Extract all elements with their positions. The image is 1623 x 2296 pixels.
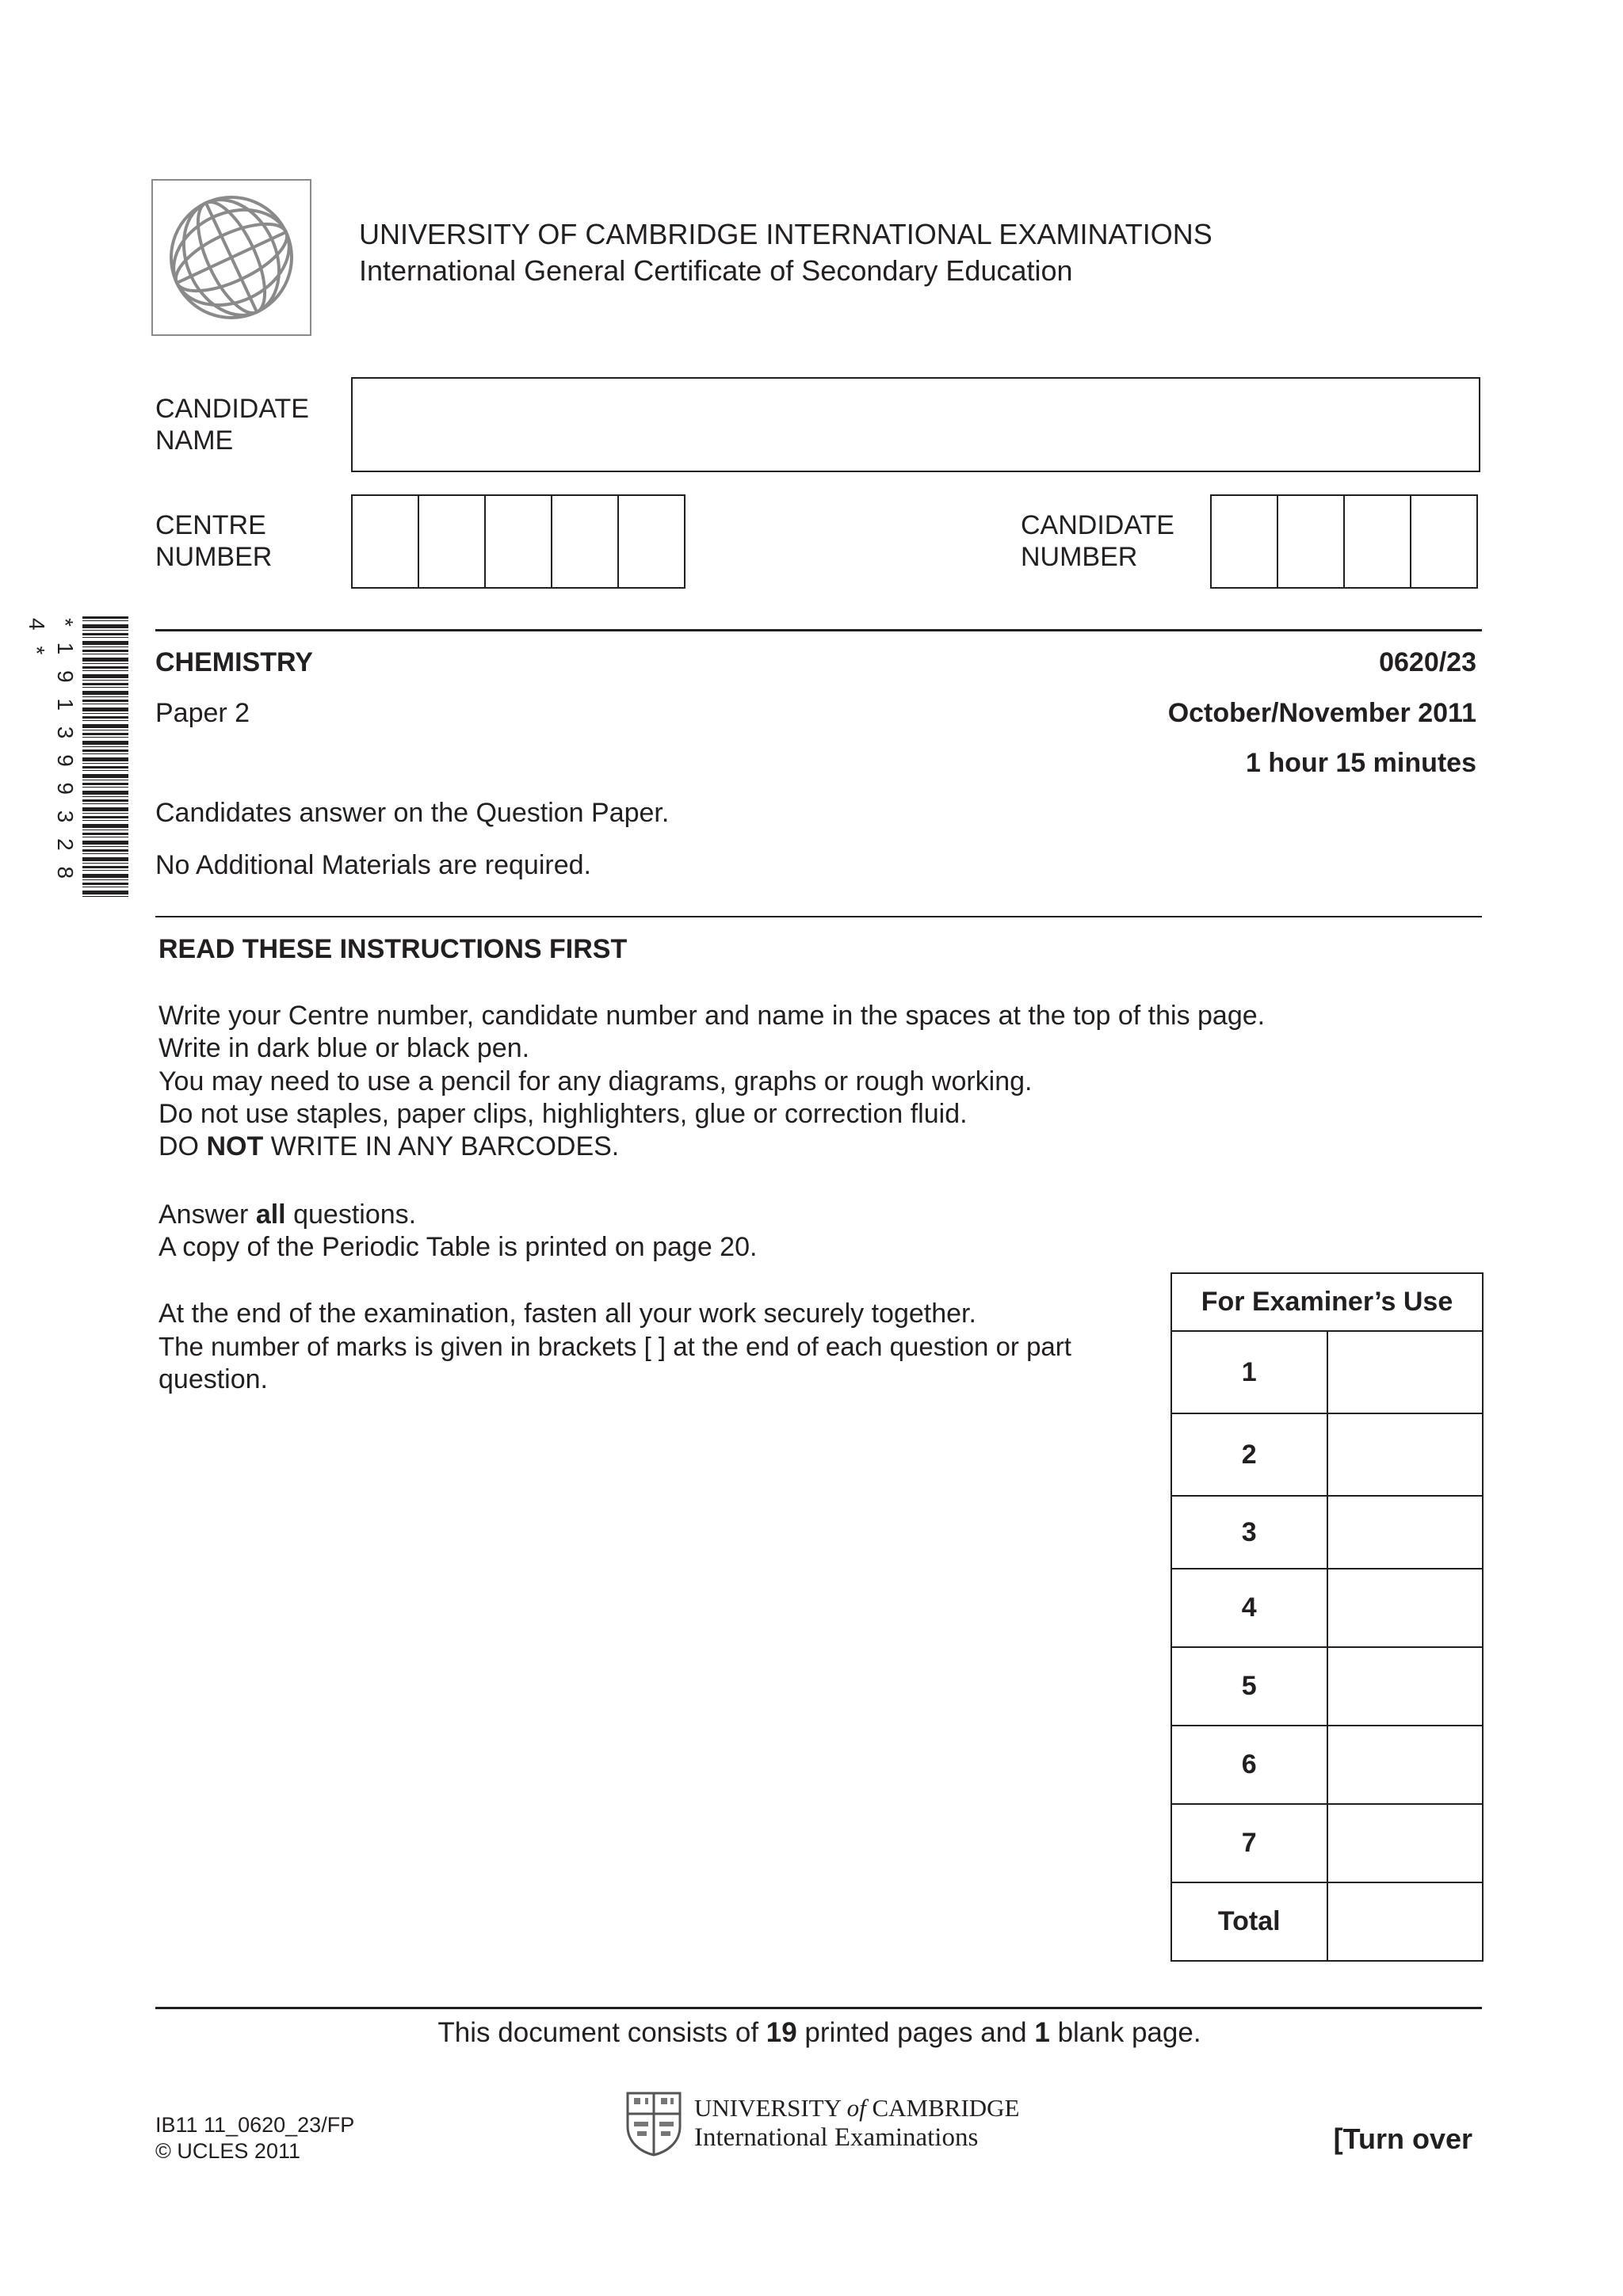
instruction-line: question. xyxy=(158,1364,268,1394)
mark-cell[interactable] xyxy=(1327,1726,1484,1804)
question-number: 4 xyxy=(1171,1569,1327,1647)
question-number: 7 xyxy=(1171,1804,1327,1882)
syllabus-code: 0620/23 xyxy=(1379,647,1476,677)
page-count-note: This document consists of 19 printed pages and 1 blank page. xyxy=(437,2017,1201,2048)
instruction-line: Do not use staples, paper clips, highlighters, glue or correction fluid. xyxy=(158,1099,968,1129)
examiner-use-table xyxy=(1170,1272,1484,1962)
candidate-number-box[interactable] xyxy=(1277,494,1345,589)
question-number: 1 xyxy=(1171,1331,1327,1413)
crest-icon xyxy=(624,2090,683,2157)
qualification-title: International General Certificate of Secondary Education xyxy=(359,254,1073,287)
materials-note: No Additional Materials are required. xyxy=(155,850,591,880)
subject: CHEMISTRY xyxy=(155,647,313,677)
candidate-number-label: CANDIDATE NUMBER xyxy=(1021,510,1174,572)
mark-cell[interactable] xyxy=(1327,1331,1484,1413)
centre-number-boxes xyxy=(351,494,684,589)
divider xyxy=(155,629,1482,631)
globe-icon xyxy=(153,181,310,334)
total-cell[interactable] xyxy=(1327,1882,1484,1961)
instructions-heading: READ THESE INSTRUCTIONS FIRST xyxy=(158,934,628,964)
cambridge-logo: UNIVERSITY of CAMBRIDGE International Examinations xyxy=(624,2090,1019,2157)
question-number: 3 xyxy=(1171,1496,1327,1569)
instruction-line: The number of marks is given in brackets [ ] at the end of each question or part xyxy=(158,1332,1071,1361)
barcode xyxy=(82,616,128,898)
instruction-line: You may need to use a pencil for any diagrams, graphs or rough working. xyxy=(158,1066,1033,1097)
total-label: Total xyxy=(1171,1882,1327,1961)
instruction-line: A copy of the Periodic Table is printed on page 20. xyxy=(158,1232,758,1262)
candidate-number-box[interactable] xyxy=(1210,494,1278,589)
exam-session: October/November 2011 xyxy=(1167,698,1476,728)
mark-cell[interactable] xyxy=(1327,1804,1484,1882)
mark-cell[interactable] xyxy=(1327,1647,1484,1726)
copyright: © UCLES 2011 xyxy=(155,2139,300,2163)
logo-frame xyxy=(151,179,311,336)
answer-note: Candidates answer on the Question Paper. xyxy=(155,798,670,828)
paper-number: Paper 2 xyxy=(155,698,250,728)
barcode-digits: * 1 9 1 3 9 9 3 2 8 4 * xyxy=(25,618,78,884)
candidate-number-boxes xyxy=(1210,494,1476,589)
mark-cell[interactable] xyxy=(1327,1496,1484,1569)
question-number: 2 xyxy=(1171,1413,1327,1496)
paper-reference: IB11 11_0620_23/FP © UCLES 2011 xyxy=(155,2113,355,2163)
instruction-line: Write your Centre number, candidate number and name in the spaces at the top of this page. xyxy=(158,1001,1266,1031)
centre-number-box[interactable] xyxy=(418,494,486,589)
instruction-line: DO NOT WRITE IN ANY BARCODES. xyxy=(158,1131,620,1161)
divider xyxy=(155,2007,1482,2009)
instruction-line: Answer all questions. xyxy=(158,1199,417,1230)
candidate-number-box[interactable] xyxy=(1343,494,1411,589)
mark-cell[interactable] xyxy=(1327,1569,1484,1647)
divider xyxy=(155,916,1482,917)
centre-number-label: CENTRE NUMBER xyxy=(155,510,273,572)
instruction-line: Write in dark blue or black pen. xyxy=(158,1033,530,1063)
centre-number-box[interactable] xyxy=(551,494,619,589)
centre-number-box[interactable] xyxy=(617,494,685,589)
centre-number-box[interactable] xyxy=(484,494,552,589)
centre-number-box[interactable] xyxy=(351,494,419,589)
question-number: 5 xyxy=(1171,1647,1327,1726)
instruction-line: At the end of the examination, fasten all your work securely together. xyxy=(158,1299,976,1329)
candidate-number-box[interactable] xyxy=(1410,494,1478,589)
mark-cell[interactable] xyxy=(1327,1413,1484,1496)
candidate-name-field[interactable] xyxy=(351,377,1480,472)
question-number: 6 xyxy=(1171,1726,1327,1804)
turn-over: [Turn over xyxy=(1333,2122,1472,2155)
candidate-name-label: CANDIDATE NAME xyxy=(155,394,309,456)
institution-title: UNIVERSITY OF CAMBRIDGE INTERNATIONAL EXAMINATIONS xyxy=(359,218,1212,250)
exam-duration: 1 hour 15 minutes xyxy=(1246,748,1476,778)
examiner-use-heading: For Examiner’s Use xyxy=(1171,1273,1483,1331)
